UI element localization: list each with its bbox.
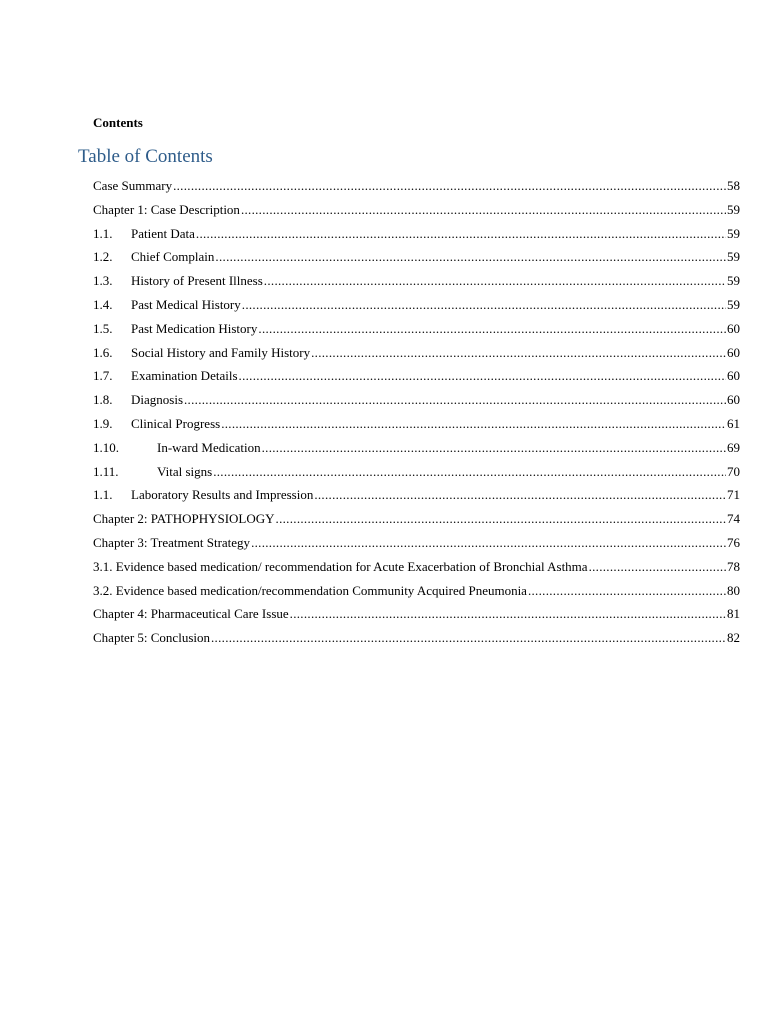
toc-entry-number: 1.2. xyxy=(93,249,113,265)
toc-dot-leader xyxy=(251,531,726,555)
toc-entry-title: Case Summary xyxy=(93,178,173,193)
toc-entry-title: Past Medical History xyxy=(131,296,241,312)
toc-dot-leader xyxy=(173,174,726,198)
toc-entry-page-number: 58 xyxy=(727,178,740,193)
toc-entry-title: Chapter 3: Treatment Strategy xyxy=(93,534,251,550)
toc-entry[interactable] xyxy=(93,436,740,460)
toc-entry-page-number: 60 xyxy=(727,392,740,408)
toc-entry-number: 1.8. xyxy=(93,392,113,408)
toc-entry[interactable] xyxy=(93,531,740,555)
toc-entry-page-number: 60 xyxy=(727,320,740,336)
toc-dot-leader xyxy=(241,198,726,222)
toc-entry-title: Vital signs xyxy=(157,463,213,479)
toc-entry-page-number: 76 xyxy=(727,534,740,550)
toc-entry-number: 1.5. xyxy=(93,320,113,336)
toc-entry-number: 1.1. xyxy=(93,225,113,241)
toc-dot-leader xyxy=(221,412,726,436)
toc-entry[interactable] xyxy=(93,198,740,222)
toc-entry-title: Chief Complain xyxy=(131,249,215,265)
toc-entry-number: 1.11. xyxy=(93,463,119,479)
toc-dot-leader xyxy=(264,269,726,293)
toc-entry[interactable] xyxy=(93,245,740,269)
toc-entry-page-number: 82 xyxy=(727,630,740,646)
toc-title: Table of Contents xyxy=(78,146,213,167)
toc-entry-title: Clinical Progress xyxy=(131,415,221,431)
toc-entry-title: 3.2. Evidence based medication/recommendation Community Acquired Pneumonia xyxy=(93,582,527,598)
toc-dot-leader xyxy=(589,555,726,579)
toc-entry-page-number: 81 xyxy=(727,606,740,622)
toc-entry-title: History of Present Illness xyxy=(131,273,263,289)
toc-entry-number: 1.3. xyxy=(93,273,113,289)
toc-dot-leader xyxy=(290,602,726,626)
toc-entry-number: 1.1. xyxy=(93,487,113,503)
toc-dot-leader xyxy=(258,317,726,341)
toc-dot-leader xyxy=(314,483,726,507)
toc-dot-leader xyxy=(239,364,726,388)
toc-entry-title: Chapter 4: Pharmaceutical Care Issue xyxy=(93,606,289,622)
toc-entry-page-number: 59 xyxy=(727,201,740,217)
toc-entry-page-number: 80 xyxy=(727,582,740,598)
toc-entry-title: Past Medication History xyxy=(131,320,258,336)
toc-entry-page-number: 59 xyxy=(727,296,740,312)
toc-entry-page-number: 78 xyxy=(727,558,740,574)
toc-entry[interactable] xyxy=(93,555,740,579)
toc-dot-leader xyxy=(184,388,726,412)
toc-entry[interactable] xyxy=(93,174,740,198)
toc-entry-number: 1.6. xyxy=(93,344,113,360)
toc-entry[interactable] xyxy=(93,483,740,507)
toc-entry-title: Patient Data xyxy=(131,225,195,241)
toc-entry[interactable] xyxy=(93,293,740,317)
toc-entry-number: 1.7. xyxy=(93,368,113,384)
toc-entry-title: Laboratory Results and Impression xyxy=(131,487,314,503)
toc-entry[interactable] xyxy=(93,460,740,484)
toc-entry[interactable] xyxy=(93,341,740,365)
toc-dot-leader xyxy=(262,436,726,460)
contents-heading: Contents xyxy=(93,115,143,130)
toc-dot-leader xyxy=(215,245,726,269)
toc-dot-leader xyxy=(213,460,726,484)
toc-entry-number: 1.9. xyxy=(93,415,113,431)
toc-entry-title: Diagnosis xyxy=(131,392,183,408)
toc-entry-page-number: 59 xyxy=(727,273,740,289)
toc-dot-leader xyxy=(528,579,726,603)
toc-list xyxy=(93,174,740,650)
toc-entry-page-number: 59 xyxy=(727,249,740,265)
toc-entry-page-number: 70 xyxy=(727,463,740,479)
toc-entry[interactable] xyxy=(93,602,740,626)
toc-dot-leader xyxy=(242,293,726,317)
toc-entry-title: Chapter 1: Case Description xyxy=(93,201,240,217)
toc-entry[interactable] xyxy=(93,269,740,293)
toc-entry-title: Chapter 2: PATHOPHYSIOLOGY xyxy=(93,511,275,527)
toc-entry-title: Examination Details xyxy=(131,368,238,384)
toc-entry[interactable] xyxy=(93,579,740,603)
toc-dot-leader xyxy=(276,507,726,531)
toc-entry-number: 1.10. xyxy=(93,439,119,455)
toc-dot-leader xyxy=(311,341,726,365)
toc-entry[interactable] xyxy=(93,317,740,341)
toc-entry-page-number: 60 xyxy=(727,344,740,360)
toc-entry-title: Social History and Family History xyxy=(131,344,311,360)
toc-entry-title: In-ward Medication xyxy=(157,439,261,455)
toc-entry[interactable] xyxy=(93,388,740,412)
toc-entry-page-number: 61 xyxy=(727,415,740,431)
toc-entry[interactable] xyxy=(93,222,740,246)
toc-dot-leader xyxy=(196,222,726,246)
toc-entry-page-number: 71 xyxy=(727,487,740,503)
toc-dot-leader xyxy=(211,626,726,650)
toc-entry[interactable] xyxy=(93,412,740,436)
toc-entry-title: Chapter 5: Conclusion xyxy=(93,630,210,646)
toc-entry-page-number: 60 xyxy=(727,368,740,384)
toc-entry-page-number: 69 xyxy=(727,439,740,455)
toc-entry-page-number: 59 xyxy=(727,225,740,241)
toc-entry-title: 3.1. Evidence based medication/ recommendation for Acute Exacerbation of Bronchial Asthma xyxy=(93,558,588,574)
toc-entry-number: 1.4. xyxy=(93,296,113,312)
toc-entry[interactable] xyxy=(93,364,740,388)
toc-entry-page-number: 74 xyxy=(727,511,740,527)
toc-entry[interactable] xyxy=(93,626,740,650)
toc-entry[interactable] xyxy=(93,507,740,531)
